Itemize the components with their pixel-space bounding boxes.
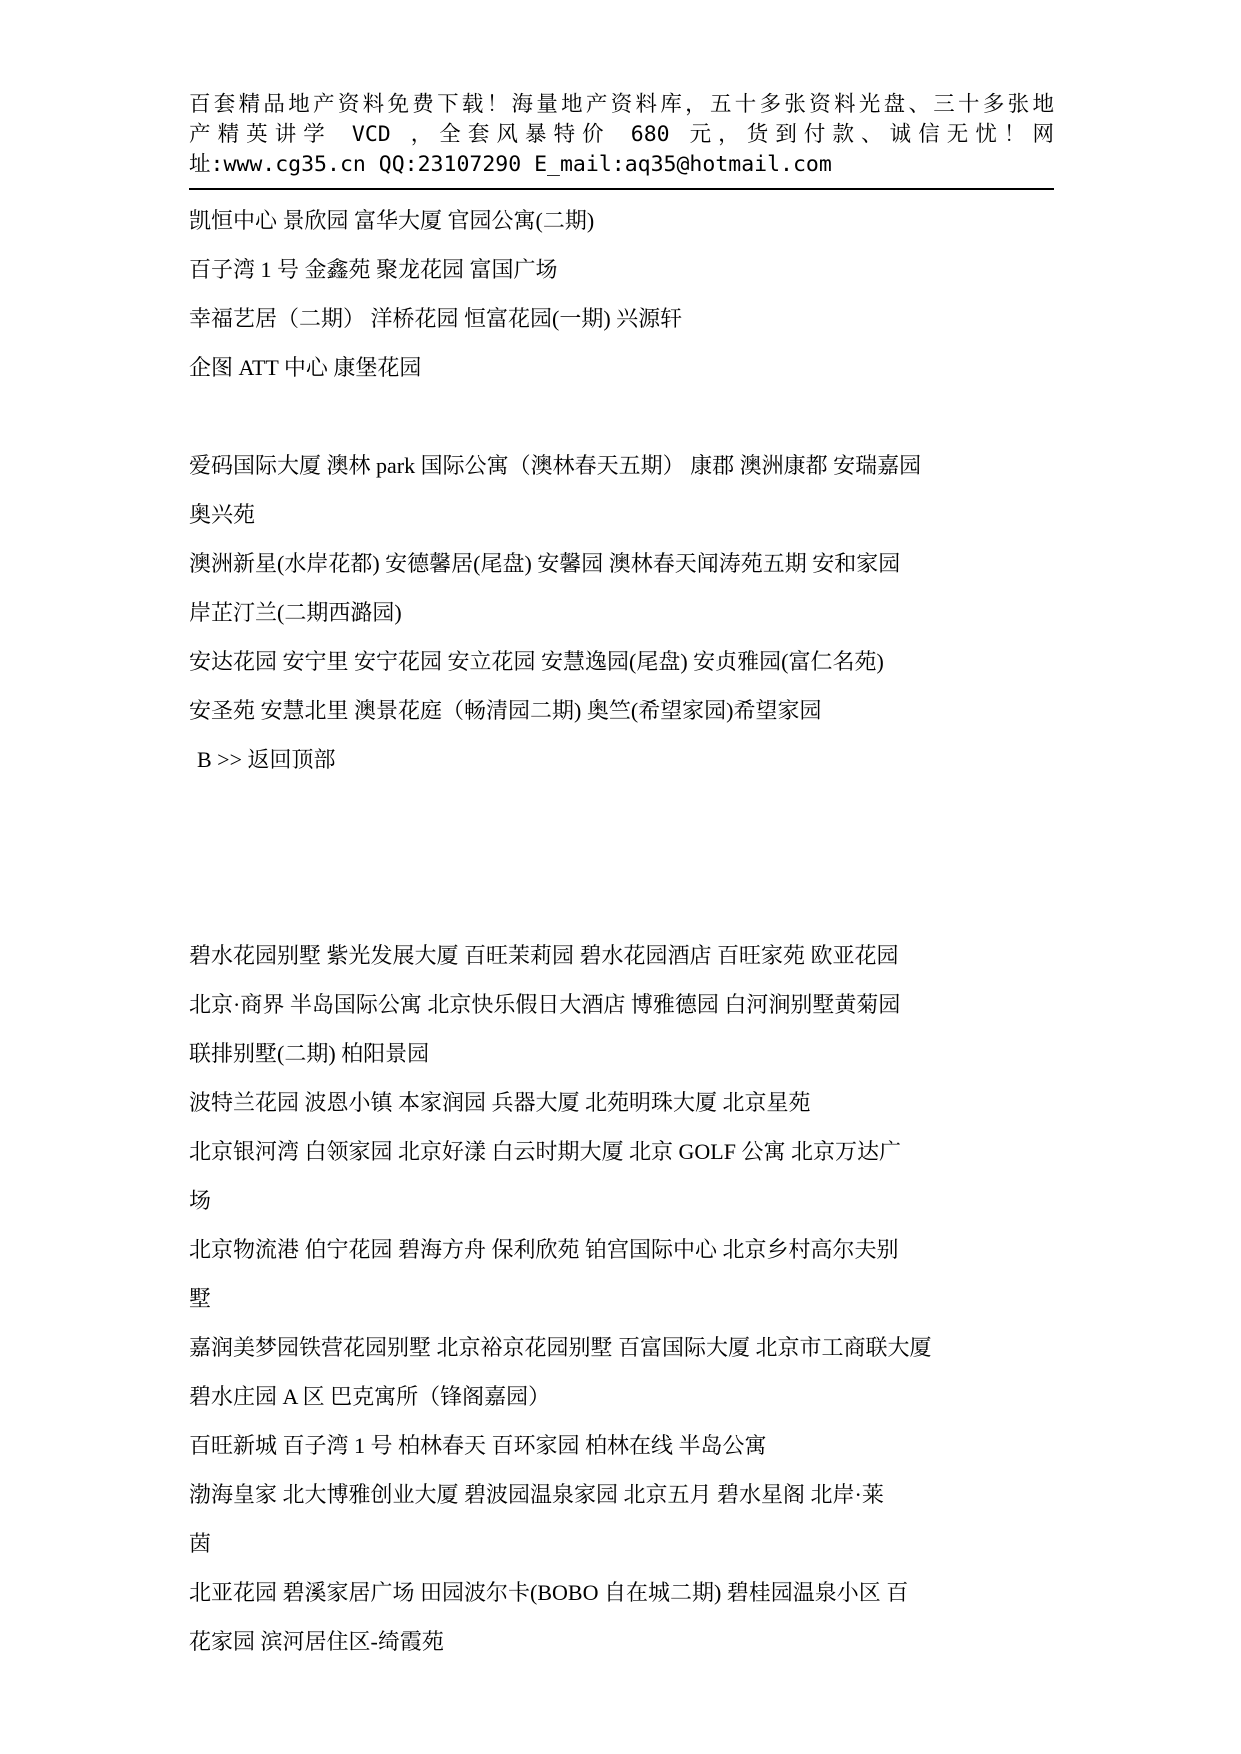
text-line: 凯恒中心 景欣园 富华大厦 官园公寓(二期): [189, 208, 595, 233]
text-line: 企图 ATT 中心 康堡花园: [189, 355, 422, 380]
text-line: 北京银河湾 白领家园 北京好漾 白云时期大厦 北京 GOLF 公寓 北京万达广: [189, 1139, 901, 1164]
text-line: 联排别墅(二期) 柏阳景园: [189, 1041, 430, 1066]
section-gap: [189, 784, 1054, 931]
text-line: 场: [189, 1188, 212, 1213]
text-line: 墅: [189, 1286, 212, 1311]
text-line: 波特兰花园 波恩小镇 本家润园 兵器大厦 北苑明珠大厦 北京星苑: [189, 1090, 811, 1115]
header-line-2: 产精英讲学 VCD ，全套风暴特价 680 元，货到付款、诚信无忧！网: [189, 122, 1054, 147]
section-a: [189, 196, 1054, 392]
back-to-top-link[interactable]: B >> 返回顶部: [197, 747, 336, 772]
header-line-3: 址:www.cg35.cn QQ:23107290 E_mail:aq35@hotmail.com: [189, 152, 832, 177]
text-line: 碧水花园别墅 紫光发展大厦 百旺茉莉园 碧水花园酒店 百旺家苑 欧亚花园: [189, 943, 899, 968]
text-line: 北京物流港 伯宁花园 碧海方舟 保利欣苑 铂宫国际中心 北京乡村高尔夫别: [189, 1237, 899, 1262]
section-c: [189, 931, 1054, 1666]
text-line: 安达花园 安宁里 安宁花园 安立花园 安慧逸园(尾盘) 安贞雅园(富仁名苑): [189, 649, 884, 674]
text-line: 百子湾 1 号 金鑫苑 聚龙花园 富国广场: [189, 257, 558, 282]
text-line: 幸福艺居（二期） 洋桥花园 恒富花园(一期) 兴源轩: [189, 306, 683, 331]
text-line: 岸芷汀兰(二期西潞园): [189, 600, 402, 625]
text-line: 碧水庄园 A 区 巴克寓所（锋阁嘉园）: [189, 1384, 551, 1409]
text-line: 渤海皇家 北大博雅创业大厦 碧波园温泉家园 北京五月 碧水星阁 北岸·莱: [189, 1482, 884, 1507]
text-line: 茵: [189, 1531, 212, 1556]
header-rule: [189, 188, 1054, 190]
text-line: 北京·商界 半岛国际公寓 北京快乐假日大酒店 博雅德园 白河涧别墅黄菊园: [189, 992, 901, 1017]
text-line: 北亚花园 碧溪家居广场 田园波尔卡(BOBO 自在城二期) 碧桂园温泉小区 百: [189, 1580, 909, 1605]
text-line: 嘉润美梦园铁营花园别墅 北京裕京花园别墅 百富国际大厦 北京市工商联大厦: [189, 1335, 932, 1360]
header-line-1: 百套精品地产资料免费下载！海量地产资料库，五十多张资料光盘、三十多张地: [189, 92, 1054, 117]
text-line: 安圣苑 安慧北里 澳景花庭（畅清园二期) 奥竺(希望家园)希望家园: [189, 698, 822, 723]
section-b: [189, 441, 1054, 784]
text-line: 奥兴苑: [189, 502, 256, 527]
text-line: 花家园 滨河居住区-绮霞苑: [189, 1629, 444, 1654]
text-line: 爱码国际大厦 澳林 park 国际公寓（澳林春天五期） 康郡 澳洲康都 安瑞嘉园: [189, 453, 922, 478]
text-line: 澳洲新星(水岸花都) 安德馨居(尾盘) 安馨园 澳林春天闻涛苑五期 安和家园: [189, 551, 901, 576]
paragraph-gap: [189, 392, 1054, 441]
document-body: [189, 196, 1054, 1666]
text-line: 百旺新城 百子湾 1 号 柏林春天 百环家园 柏林在线 半岛公寓: [189, 1433, 767, 1458]
page-header: [189, 90, 1054, 180]
